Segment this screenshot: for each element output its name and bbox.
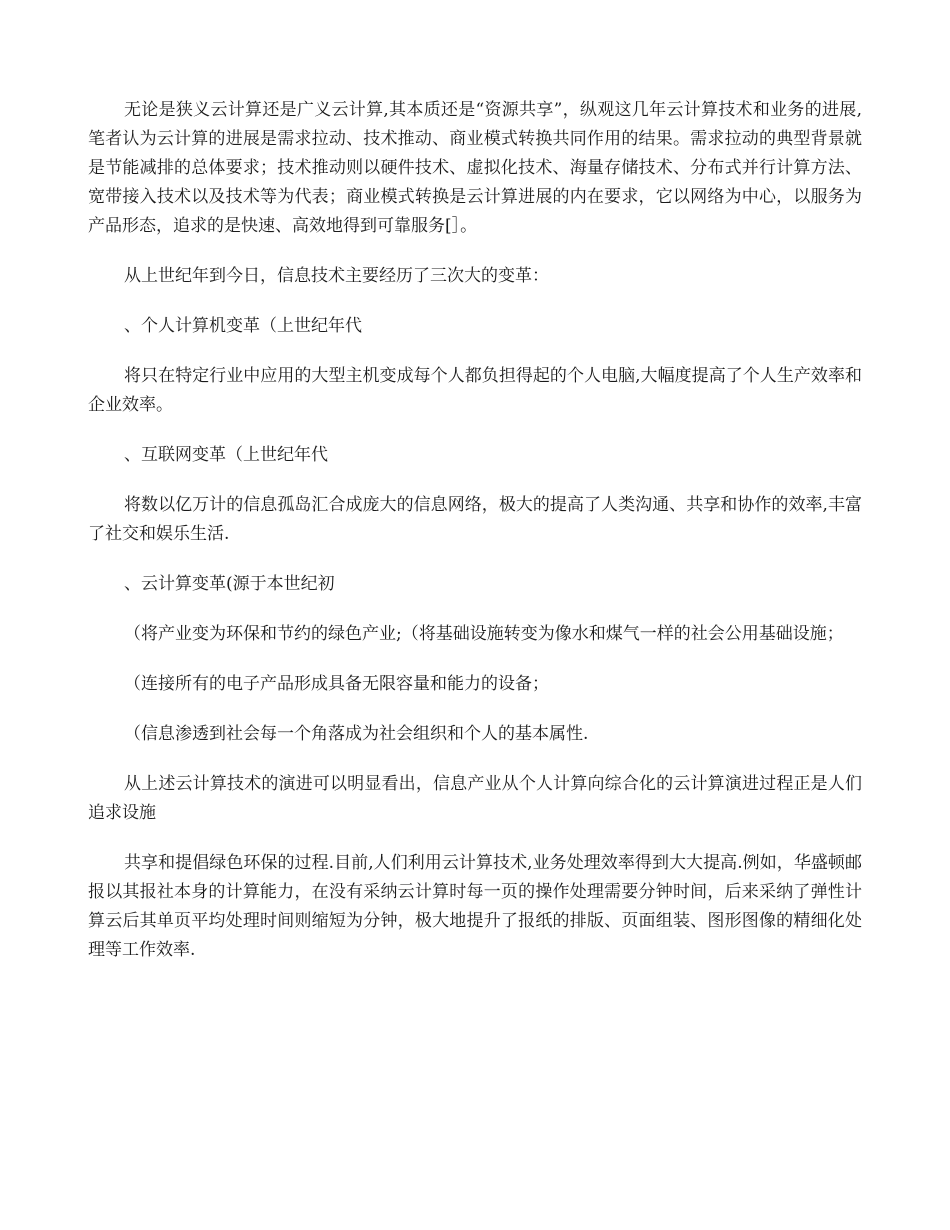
paragraph-cloud-item-3: （连接所有的电子产品形成具备无限容量和能力的设备； [124, 674, 549, 694]
heading-pc-revolution: 、个人计算机变革（上世纪年代 [124, 316, 362, 336]
paragraph-intro: 无论是狭义云计算还是广义云计算,其本质还是“资源共享”，纵观这几年云计算技术和业务的进展,笔者认为云计算的进展是需求拉动、技术推动、商业模式转换共同作用的结果。需求拉动的典型背景就是节能减排的总体要求；技术推动则以硬件技术、虚拟化技术、海量存储技术、分布式并行计算方法、宽带接入技术以及技术等为代表；商业模式转换是云计算进展的内在要求，它以网络为中心，以服务为产品形态，追求的是快速、高效地得到可靠服务[］。 [88, 100, 862, 236]
heading-cloud-revolution: 、云计算变革(源于本世纪初 [124, 574, 335, 594]
paragraph-cloud-item-1-2: （将产业变为环保和节约的绿色产业;（将基础设施转变为像水和煤气一样的社会公用基础设施； [124, 624, 844, 644]
document-body [88, 96, 862, 965]
paragraph-pc-revolution: 将只在特定行业中应用的大型主机变成每个人都负担得起的个人电脑,大幅度提高了个人生产效率和企业效率。 [88, 366, 862, 415]
heading-internet-revolution: 、互联网变革（上世纪年代 [124, 445, 328, 465]
paragraph-washington-post-example: 共享和提倡绿色环保的过程.目前,人们利用云计算技术,业务处理效率得到大大提高.例如，华盛顿邮报以其报社本身的计算能力，在没有采纳云计算时每一页的操作处理需要分钟时间，后来采纳了弹性计算云后其单页平均处理时间则缩短为分钟，极大地提升了报纸的排版、页面组装、图形图像的精细化处理等工作效率. [88, 853, 862, 960]
paragraph-three-revolutions: 从上世纪年到今日，信息技术主要经历了三次大的变革： [124, 266, 549, 286]
paragraph-evolution-summary: 从上述云计算技术的演进可以明显看出，信息产业从个人计算向综合化的云计算演进过程正是人们追求设施 [88, 774, 862, 823]
paragraph-internet-revolution: 将数以亿万计的信息孤岛汇合成庞大的信息网络，极大的提高了人类沟通、共享和协作的效率,丰富了社交和娱乐生活. [88, 495, 862, 544]
paragraph-cloud-item-4: （信息渗透到社会每一个角落成为社会组织和个人的基本属性. [124, 724, 589, 744]
